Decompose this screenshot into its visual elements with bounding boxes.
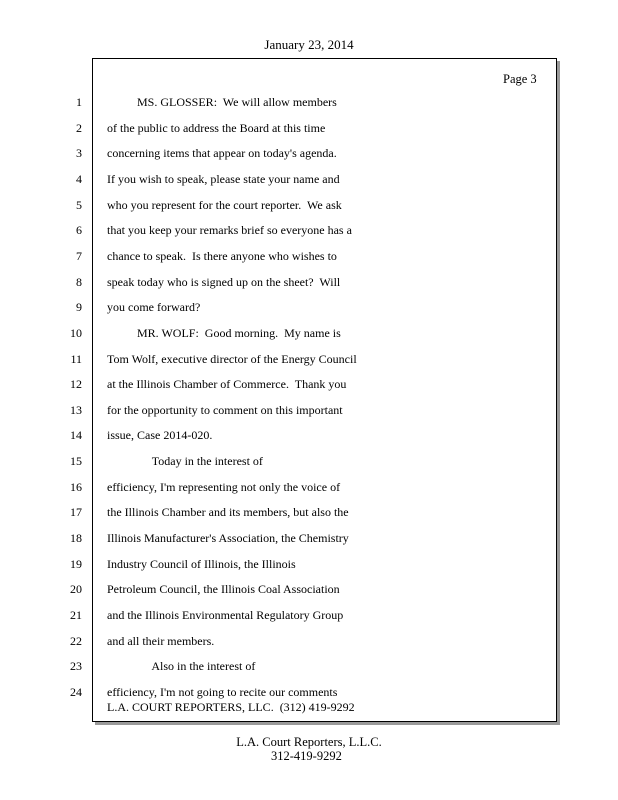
header-date: January 23, 2014	[264, 37, 354, 52]
line-text: chance to speak. Is there anyone who wishes to	[107, 248, 337, 263]
line-text: speak today who is signed up on the sheet? Will	[107, 274, 341, 289]
bottom-company: L.A. Court Reporters, L.L.C.	[236, 735, 382, 749]
line-number: 4	[76, 171, 82, 186]
line-text: Illinois Manufacturer's Association, the Chemistry	[107, 531, 349, 546]
line-text: issue, Case 2014-020.	[107, 428, 213, 443]
line-number: 24	[70, 684, 82, 699]
line-number: 10	[70, 325, 82, 340]
line-text: Also in the interest of	[107, 659, 256, 674]
line-text: and the Illinois Environmental Regulatory Group	[107, 608, 344, 622]
line-text: of the public to address the Board at this time	[107, 120, 326, 135]
line-text: Industry Council of Illinois, the Illinois	[107, 556, 296, 571]
line-number: 22	[70, 633, 82, 648]
line-number: 14	[70, 428, 82, 443]
line-text: and all their members.	[107, 633, 215, 648]
line-number: 8	[76, 274, 82, 289]
line-number: 7	[76, 248, 82, 263]
reporter-footer: L.A. COURT REPORTERS, LLC. (312) 419-9292	[107, 700, 355, 714]
line-number: 1	[76, 95, 82, 109]
line-text: MS. GLOSSER: We will allow members	[107, 95, 337, 109]
line-text: MR. WOLF: Good morning. My name is	[107, 325, 341, 340]
line-number: 11	[70, 351, 82, 366]
line-text: efficiency, I'm representing not only the voice of	[107, 479, 341, 494]
line-number: 16	[70, 479, 82, 494]
line-number: 2	[76, 120, 82, 135]
line-number: 5	[76, 197, 82, 212]
line-number: 18	[70, 531, 82, 546]
line-number: 3	[76, 146, 82, 161]
line-text: If you wish to speak, please state your name and	[107, 171, 340, 186]
line-number: 17	[70, 505, 82, 520]
line-text: concerning items that appear on today's agenda.	[107, 146, 337, 161]
bottom-phone: 312-419-9292	[271, 749, 342, 763]
line-number: 21	[70, 608, 82, 622]
page-number: Page 3	[503, 72, 537, 86]
line-number: 15	[70, 454, 82, 469]
line-number: 23	[70, 659, 82, 674]
line-text: Petroleum Council, the Illinois Coal Association	[107, 582, 340, 597]
line-text: the Illinois Chamber and its members, but also the	[107, 505, 349, 520]
line-text: efficiency, I'm not going to recite our comments	[107, 684, 338, 699]
line-text: at the Illinois Chamber of Commerce. Thank you	[107, 377, 347, 392]
line-number: 9	[76, 300, 82, 315]
line-text: that you keep your remarks brief so everyone has a	[107, 223, 352, 238]
line-number: 20	[70, 582, 82, 597]
line-text: you come forward?	[107, 300, 201, 315]
line-text: Tom Wolf, executive director of the Energy Council	[107, 351, 357, 366]
line-number: 13	[70, 402, 82, 417]
line-number: 12	[70, 377, 82, 392]
line-text: for the opportunity to comment on this important	[107, 402, 343, 417]
line-number: 6	[76, 223, 82, 238]
line-text: who you represent for the court reporter. We ask	[107, 197, 342, 212]
line-text: Today in the interest of	[107, 454, 263, 469]
line-number: 19	[70, 556, 82, 571]
